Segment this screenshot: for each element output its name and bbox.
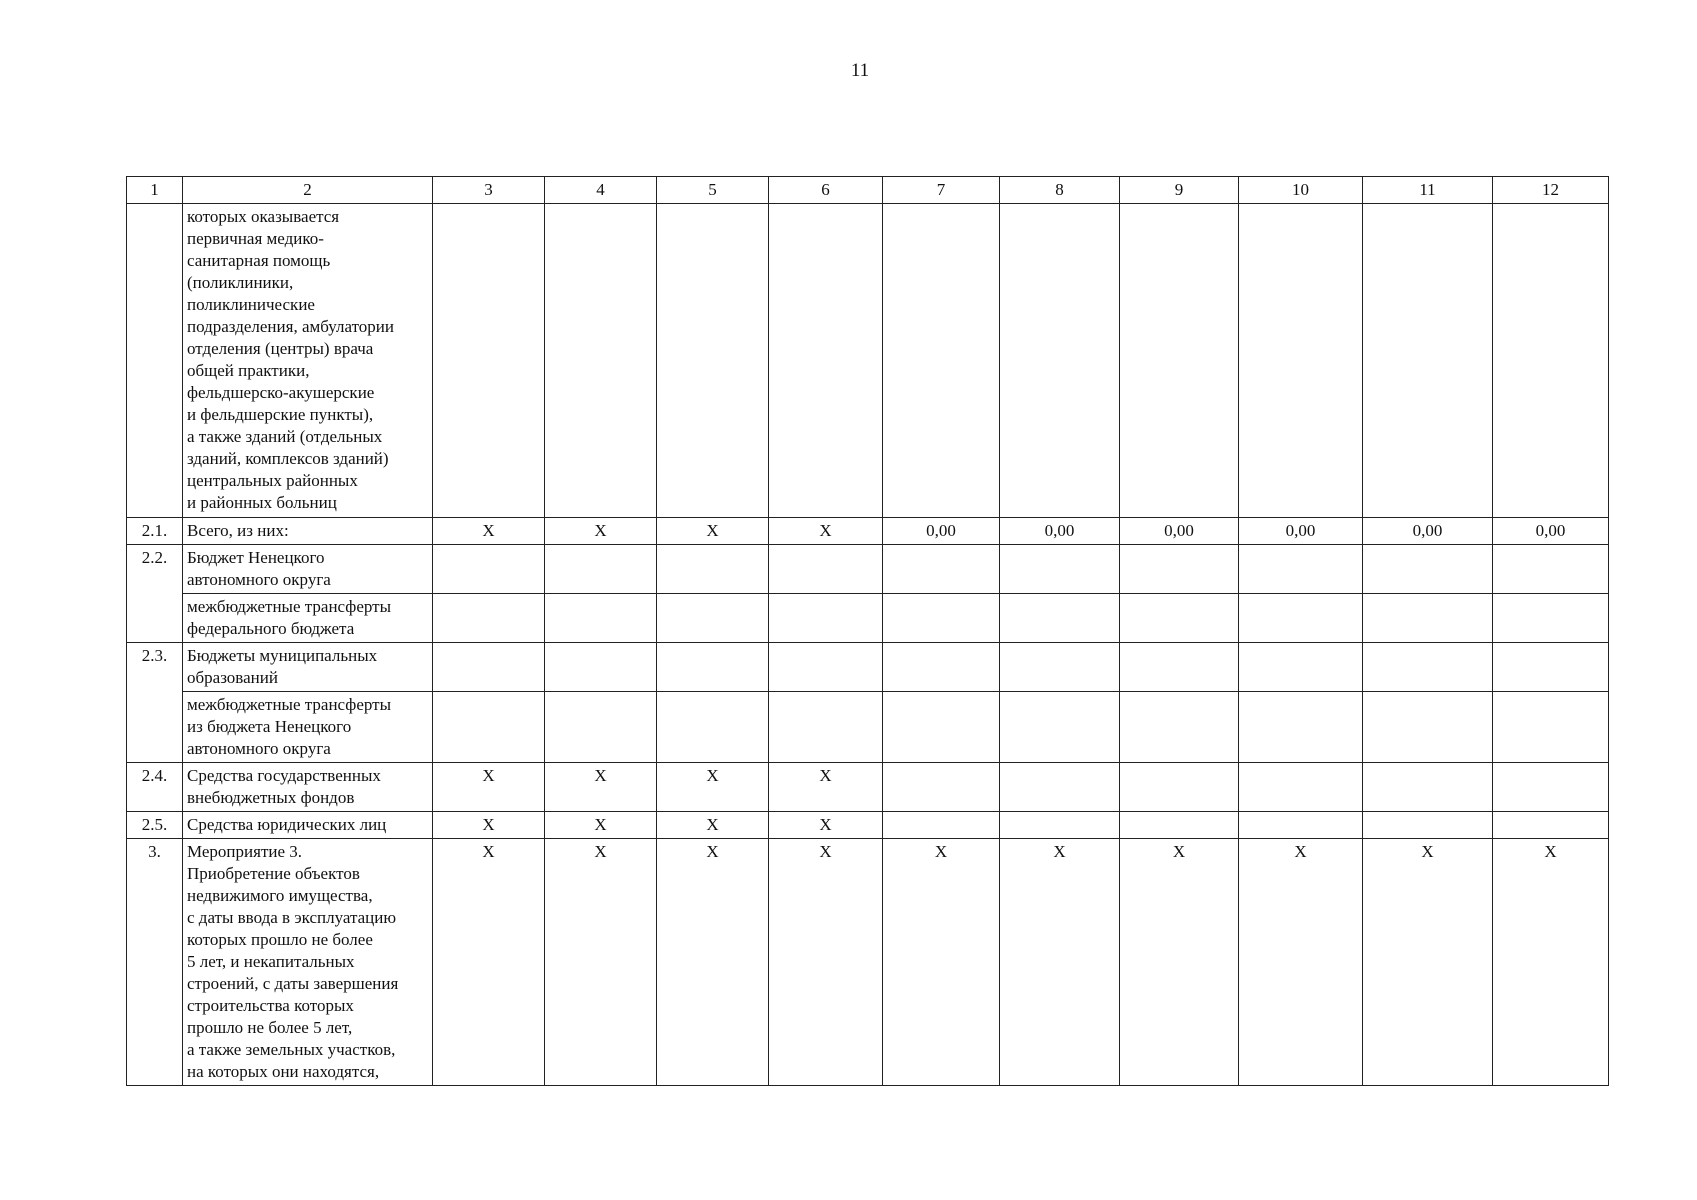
cell-value: X (545, 763, 657, 812)
cell-value: X (1493, 839, 1609, 1086)
column-header: 5 (657, 177, 769, 204)
table-row (127, 594, 1609, 643)
cell-value: 0,00 (1120, 518, 1239, 545)
cell-value (1239, 643, 1363, 692)
column-header: 6 (769, 177, 883, 204)
cell-value (769, 204, 883, 518)
cell-value: X (1239, 839, 1363, 1086)
cell-value (1120, 545, 1239, 594)
cell-value (1000, 643, 1120, 692)
cell-value (1363, 204, 1493, 518)
table-row (127, 518, 1609, 545)
cell-value (657, 594, 769, 643)
cell-value (1493, 643, 1609, 692)
cell-value (769, 643, 883, 692)
column-header: 12 (1493, 177, 1609, 204)
row-number: 2.1. (127, 518, 183, 545)
cell-value (883, 204, 1000, 518)
cell-value (1493, 812, 1609, 839)
row-description: Всего, из них: (183, 518, 433, 545)
cell-value (545, 643, 657, 692)
cell-value (1363, 545, 1493, 594)
column-header: 2 (183, 177, 433, 204)
cell-value (657, 204, 769, 518)
row-number: 2.5. (127, 812, 183, 839)
table-row (127, 839, 1609, 1086)
row-description: межбюджетные трансферты из бюджета Ненецкого автономного округа (183, 692, 433, 763)
cell-value (657, 692, 769, 763)
cell-value (883, 812, 1000, 839)
column-header: 8 (1000, 177, 1120, 204)
cell-value: X (769, 763, 883, 812)
cell-value: 0,00 (1000, 518, 1120, 545)
cell-value: X (545, 839, 657, 1086)
cell-value (1239, 594, 1363, 643)
cell-value (1239, 763, 1363, 812)
column-header: 4 (545, 177, 657, 204)
row-number: 2.4. (127, 763, 183, 812)
cell-value (657, 643, 769, 692)
cell-value: 0,00 (1363, 518, 1493, 545)
cell-value: X (657, 763, 769, 812)
column-header: 9 (1120, 177, 1239, 204)
cell-value (545, 545, 657, 594)
row-description: которых оказывается первичная медико- санитарная помощь (поликлиники, поликлинические подразделения, амбулатории отделения (центры) врача общей практики, фельдшерско-акушерские и фельдшерские пункты), а также зданий (отдельных зданий, комплексов зданий) центральных районных и районных больниц (183, 204, 433, 518)
row-number: 3. (127, 839, 183, 1086)
cell-value (433, 692, 545, 763)
cell-value (1493, 763, 1609, 812)
row-description: Средства государственных внебюджетных фондов (183, 763, 433, 812)
cell-value (1239, 545, 1363, 594)
cell-value (1000, 204, 1120, 518)
cell-value (1120, 594, 1239, 643)
column-header: 11 (1363, 177, 1493, 204)
cell-value: X (545, 518, 657, 545)
cell-value (1493, 692, 1609, 763)
cell-value: 0,00 (1493, 518, 1609, 545)
cell-value (1120, 692, 1239, 763)
cell-value (1000, 594, 1120, 643)
row-number: 2.2. (127, 545, 183, 594)
cell-value (433, 594, 545, 643)
row-number (127, 692, 183, 763)
column-header: 10 (1239, 177, 1363, 204)
row-description: Мероприятие 3. Приобретение объектов недвижимого имущества, с даты ввода в эксплуатацию которых прошло не более 5 лет, и некапитальных строений, с даты завершения строительства которых прошло не более 5 лет, а также земельных участков, на которых они находятся, (183, 839, 433, 1086)
cell-value (1000, 692, 1120, 763)
column-header: 7 (883, 177, 1000, 204)
table-row (127, 763, 1609, 812)
cell-value: X (657, 812, 769, 839)
column-header: 1 (127, 177, 183, 204)
cell-value (1239, 812, 1363, 839)
row-description: Средства юридических лиц (183, 812, 433, 839)
column-number-header-row (127, 177, 1609, 204)
cell-value (769, 545, 883, 594)
cell-value: X (1000, 839, 1120, 1086)
cell-value: X (545, 812, 657, 839)
cell-value: X (433, 763, 545, 812)
budget-table (126, 176, 1609, 1086)
cell-value (657, 545, 769, 594)
cell-value: X (433, 812, 545, 839)
table-row (127, 692, 1609, 763)
cell-value: X (769, 812, 883, 839)
cell-value (433, 204, 545, 518)
row-number: 2.3. (127, 643, 183, 692)
cell-value: X (769, 839, 883, 1086)
cell-value: X (1363, 839, 1493, 1086)
row-number (127, 204, 183, 518)
row-description: Бюджет Ненецкого автономного округа (183, 545, 433, 594)
cell-value (1120, 643, 1239, 692)
cell-value (883, 643, 1000, 692)
cell-value: 0,00 (883, 518, 1000, 545)
cell-value (769, 692, 883, 763)
cell-value (1239, 692, 1363, 763)
cell-value (545, 692, 657, 763)
cell-value (1120, 204, 1239, 518)
cell-value: X (657, 839, 769, 1086)
cell-value (883, 594, 1000, 643)
cell-value: X (433, 518, 545, 545)
cell-value (1000, 763, 1120, 812)
cell-value (883, 545, 1000, 594)
row-description: Бюджеты муниципальных образований (183, 643, 433, 692)
cell-value: X (883, 839, 1000, 1086)
row-description: межбюджетные трансферты федерального бюджета (183, 594, 433, 643)
cell-value (1363, 594, 1493, 643)
cell-value: X (769, 518, 883, 545)
cell-value (1120, 812, 1239, 839)
cell-value (1000, 812, 1120, 839)
cell-value (433, 643, 545, 692)
cell-value: 0,00 (1239, 518, 1363, 545)
cell-value (545, 204, 657, 518)
cell-value (1493, 545, 1609, 594)
cell-value (1363, 643, 1493, 692)
cell-value (545, 594, 657, 643)
cell-value (1493, 204, 1609, 518)
table-row (127, 812, 1609, 839)
cell-value (1363, 812, 1493, 839)
row-number (127, 594, 183, 643)
cell-value (1000, 545, 1120, 594)
cell-value (883, 692, 1000, 763)
cell-value: X (433, 839, 545, 1086)
table-row (127, 545, 1609, 594)
page-number: 11 (850, 60, 870, 81)
cell-value: X (1120, 839, 1239, 1086)
table-row (127, 204, 1609, 518)
cell-value (1363, 692, 1493, 763)
cell-value (433, 545, 545, 594)
cell-value (1239, 204, 1363, 518)
table-row (127, 643, 1609, 692)
cell-value: X (657, 518, 769, 545)
cell-value (769, 594, 883, 643)
cell-value (1493, 594, 1609, 643)
cell-value (1120, 763, 1239, 812)
cell-value (883, 763, 1000, 812)
cell-value (1363, 763, 1493, 812)
column-header: 3 (433, 177, 545, 204)
